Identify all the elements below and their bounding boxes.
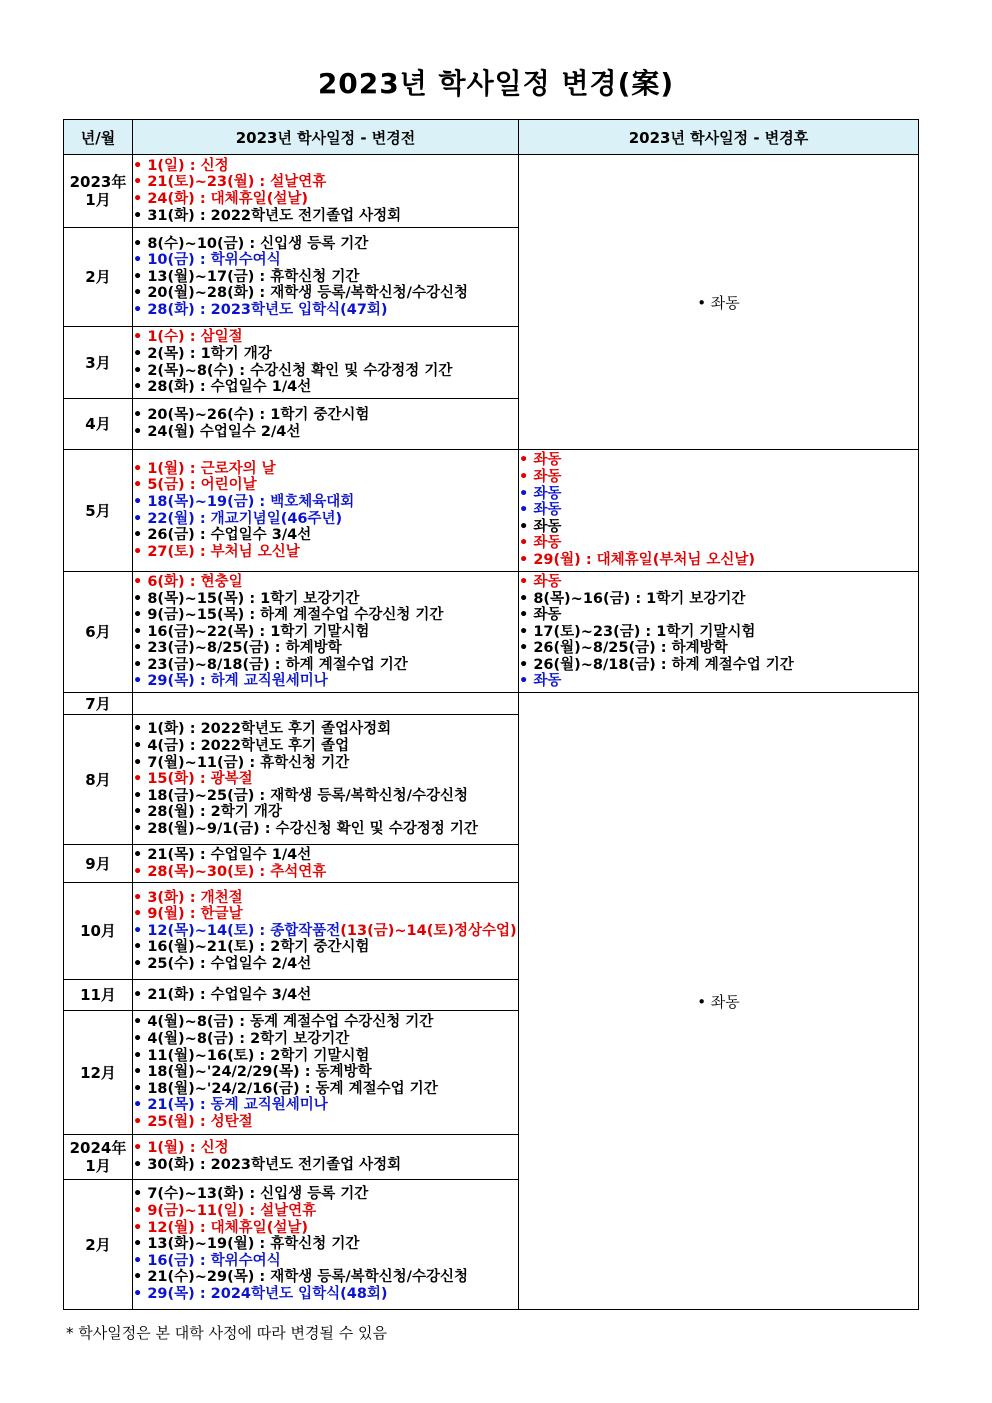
event-item xyxy=(133,208,518,225)
event-text: 27(토) : 부처님 오신날 xyxy=(147,543,300,560)
events-before xyxy=(133,845,519,883)
event-item xyxy=(133,477,518,494)
event-text: 16(금)~22(목) : 1학기 기말시험 xyxy=(147,623,370,640)
event-text: 좌동 xyxy=(533,502,562,519)
events-before xyxy=(133,327,519,399)
event-item xyxy=(133,1203,518,1220)
event-item xyxy=(133,236,518,253)
event-item xyxy=(133,1031,518,1048)
month-cell xyxy=(64,715,133,845)
event-text: 좌동 xyxy=(533,452,562,469)
event-text: 26(월)~8/18(금) : 하계 계절수업 기간 xyxy=(533,656,794,673)
month-label: 2023年 xyxy=(69,173,127,191)
month-cell xyxy=(64,327,133,399)
event-item xyxy=(133,640,518,657)
event-text: 7(수)~13(화) : 신입생 등록 기간 xyxy=(147,1186,369,1203)
event-text: 3(화) : 개천절 xyxy=(147,889,243,906)
event-text: 1(일) : 신정 xyxy=(147,157,229,174)
event-item xyxy=(519,535,918,552)
event-text: 2(목)~8(수) : 수강신청 확인 및 수강정정 기간 xyxy=(147,362,453,379)
event-item xyxy=(133,890,518,907)
month-label: 2月 xyxy=(85,268,111,286)
event-item xyxy=(133,673,518,690)
event-text: 좌동 xyxy=(533,518,562,535)
events-before xyxy=(133,228,519,327)
event-text: 4(월)~8(금) : 2학기 보강기간 xyxy=(147,1031,350,1048)
month-label: 1月 xyxy=(85,191,111,209)
event-item xyxy=(133,1140,518,1157)
event-text: 24(월) 수업일수 2/4선 xyxy=(147,424,301,440)
event-text: 26(월)~8/25(금) : 하계방학 xyxy=(533,640,728,657)
header-row xyxy=(64,120,919,155)
event-text: 5(금) : 어린이날 xyxy=(147,477,257,494)
event-item xyxy=(133,923,518,940)
event-text: 좌동 xyxy=(533,485,562,502)
month-label: 9月 xyxy=(85,854,111,873)
event-item xyxy=(133,864,518,881)
event-text: 10(금) : 학위수여식 xyxy=(147,252,281,269)
event-text: 25(수) : 수업일수 2/4선 xyxy=(147,955,312,972)
event-item xyxy=(133,788,518,805)
event-item xyxy=(133,329,518,346)
event-item xyxy=(133,174,518,191)
event-text: 18(월)~'24/2/16(금) : 동계 계절수업 기간 xyxy=(147,1080,438,1097)
event-item xyxy=(133,1186,518,1203)
event-item xyxy=(133,1014,518,1031)
event-text: 21(목) : 동계 교직원세미나 xyxy=(147,1097,328,1114)
event-item xyxy=(133,804,518,821)
event-text: 좌동 xyxy=(533,535,562,552)
events-before xyxy=(133,155,519,228)
event-text: 13(화)~19(월) : 휴학신청 기간 xyxy=(147,1236,360,1253)
event-item xyxy=(519,486,918,503)
event-item xyxy=(133,624,518,641)
event-text: 15(화) : 광복절 xyxy=(147,771,253,788)
event-item xyxy=(133,1269,518,1286)
event-text: 21(수)~29(목) : 재학생 등록/복학신청/수강신청 xyxy=(147,1269,468,1286)
event-item xyxy=(133,956,518,973)
event-item xyxy=(133,939,518,956)
event-item xyxy=(133,1048,518,1065)
events-before xyxy=(133,1011,519,1135)
event-text: 26(금) : 수업일수 3/4선 xyxy=(147,527,312,544)
events-before xyxy=(133,693,519,715)
events-before xyxy=(133,572,519,693)
event-text: 1(월) : 근로자의 날 xyxy=(147,460,276,477)
event-text: 23(금)~8/25(금) : 하계방학 xyxy=(147,640,342,657)
event-item xyxy=(133,755,518,772)
event-item xyxy=(519,591,918,608)
row-2023-05 xyxy=(64,450,919,572)
month-cell xyxy=(64,228,133,327)
events-before xyxy=(133,1180,519,1310)
header-before: 2023년 학사일정 - 변경전 xyxy=(133,120,519,155)
event-text: 13(월)~17(금) : 휴학신청 기간 xyxy=(147,268,360,285)
event-text: 28(화) : 수업일수 1/4선 xyxy=(147,379,312,396)
month-cell xyxy=(64,845,133,883)
month-label: 5月 xyxy=(85,501,111,520)
event-text: 18(금)~25(금) : 재학생 등록/복학신청/수강신청 xyxy=(147,787,468,804)
event-text: 좌동 xyxy=(533,573,562,590)
event-text: 12(월) : 대체휴일(설날) xyxy=(147,1219,308,1236)
events-before xyxy=(133,450,519,572)
event-item xyxy=(133,158,518,175)
event-item xyxy=(133,738,518,755)
event-text: 1(수) : 삼일절 xyxy=(147,329,243,346)
event-item xyxy=(133,544,518,561)
month-cell xyxy=(64,399,133,450)
event-item xyxy=(133,407,518,424)
header-month: 년/월 xyxy=(64,120,133,155)
event-item xyxy=(133,607,518,624)
event-item xyxy=(133,424,518,441)
row-2023-01 xyxy=(64,155,919,228)
events-before xyxy=(133,1135,519,1180)
event-text: 20(목)~26(수) : 1학기 중간시험 xyxy=(147,407,370,424)
events-after xyxy=(519,572,919,693)
month-cell xyxy=(64,883,133,980)
event-text: 23(금)~8/18(금) : 하계 계절수업 기간 xyxy=(147,656,408,673)
month-cell xyxy=(64,155,133,228)
event-text: 좌동 xyxy=(533,673,562,690)
month-cell xyxy=(64,572,133,693)
event-text: 29(목) : 하계 교직원세미나 xyxy=(147,673,328,690)
event-text: 17(토)~23(금) : 1학기 기말시험 xyxy=(533,623,756,640)
event-item xyxy=(133,591,518,608)
event-item xyxy=(133,771,518,788)
event-text: 6(화) : 현충일 xyxy=(147,573,243,590)
event-item xyxy=(133,1114,518,1131)
event-text: 30(화) : 2023학년도 전기졸업 사정회 xyxy=(147,1157,402,1173)
month-cell xyxy=(64,693,133,715)
event-item xyxy=(133,721,518,738)
event-text: 11(월)~16(토) : 2학기 기말시험 xyxy=(147,1047,370,1064)
event-text: 좌동 xyxy=(533,607,562,624)
event-text: 좌동 xyxy=(533,469,562,486)
event-text: 16(금) : 학위수여식 xyxy=(147,1252,281,1269)
event-text: 2(목) : 1학기 개강 xyxy=(147,345,272,362)
event-item xyxy=(519,469,918,486)
month-label: 1月 xyxy=(85,1157,111,1175)
event-text: 4(금) : 2022학년도 후기 졸업 xyxy=(147,738,350,755)
event-text: 22(월) : 개교기념일(46주년) xyxy=(147,510,343,527)
events-before xyxy=(133,980,519,1011)
event-item xyxy=(133,906,518,923)
month-label: 10月 xyxy=(80,922,116,940)
month-cell xyxy=(64,980,133,1011)
event-item xyxy=(133,1236,518,1253)
event-text: 1(월) : 신정 xyxy=(147,1140,229,1157)
month-label: 2024年 xyxy=(69,1139,127,1157)
event-item xyxy=(133,511,518,528)
event-item xyxy=(133,987,518,1004)
event-item xyxy=(133,269,518,286)
event-item xyxy=(519,502,918,519)
event-item xyxy=(519,519,918,536)
event-item xyxy=(133,1253,518,1270)
event-item xyxy=(133,461,518,478)
event-text: 20(월)~28(화) : 재학생 등록/복학신청/수강신청 xyxy=(147,285,468,302)
event-text: 8(목)~16(금) : 1학기 보강기간 xyxy=(533,590,746,607)
event-item xyxy=(133,363,518,380)
event-item xyxy=(133,1220,518,1237)
event-text: 12(목)~14(토) : 종합작품전 xyxy=(147,922,341,939)
event-item xyxy=(133,285,518,302)
event-text: 7(월)~11(금) : 휴학신청 기간 xyxy=(147,754,350,771)
event-item xyxy=(133,574,518,591)
event-item xyxy=(133,494,518,511)
month-label: 4月 xyxy=(85,415,111,433)
event-text: 8(목)~15(목) : 1학기 보강기간 xyxy=(147,590,360,607)
event-text: 21(토)~23(월) : 설날연휴 xyxy=(147,174,327,191)
event-item xyxy=(519,640,918,657)
month-cell xyxy=(64,450,133,572)
event-text: 21(화) : 수업일수 3/4선 xyxy=(147,986,312,1003)
event-text: 18(목)~19(금) : 백호체육대회 xyxy=(147,493,355,510)
event-item xyxy=(519,452,918,469)
event-item xyxy=(519,607,918,624)
event-item xyxy=(519,552,918,569)
month-cell xyxy=(64,1011,133,1135)
month-label: 6月 xyxy=(85,623,111,641)
event-item xyxy=(133,346,518,363)
event-item xyxy=(133,1064,518,1081)
event-text: 25(월) : 성탄절 xyxy=(147,1113,253,1130)
month-label: 11月 xyxy=(80,986,116,1004)
page-title: 2023년 학사일정 변경(案) xyxy=(317,67,675,100)
event-item xyxy=(133,847,518,864)
event-extra-text: (13(금)~14(토)정상수업) xyxy=(340,922,517,939)
event-item xyxy=(133,302,518,319)
event-item xyxy=(133,821,518,838)
event-item xyxy=(133,379,518,396)
event-text: 29(월) : 대체휴일(부처님 오신날) xyxy=(533,551,756,568)
event-item xyxy=(133,252,518,269)
schedule-table xyxy=(63,119,919,1310)
events-after xyxy=(519,450,919,572)
event-item xyxy=(133,1081,518,1098)
event-text: 1(화) : 2022학년도 후기 졸업사정회 xyxy=(147,721,392,738)
event-text: 29(목) : 2024학년도 입학식(48회) xyxy=(147,1285,388,1302)
event-text: 9(금)~11(일) : 설날연휴 xyxy=(147,1203,317,1220)
event-item xyxy=(133,1157,518,1174)
month-label: 2月 xyxy=(85,1235,111,1254)
month-label: 3月 xyxy=(85,353,111,372)
event-item xyxy=(133,1097,518,1114)
event-item xyxy=(519,657,918,674)
events-before xyxy=(133,715,519,845)
month-cell xyxy=(64,1180,133,1310)
row-2023-06 xyxy=(64,572,919,693)
event-text: 28(화) : 2023학년도 입학식(47회) xyxy=(147,301,388,318)
event-text: 9(월) : 한글날 xyxy=(147,906,243,923)
event-item xyxy=(519,624,918,641)
event-text: 31(화) : 2022학년도 전기졸업 사정회 xyxy=(147,207,402,224)
event-text: 28(월)~9/1(금) : 수강신청 확인 및 수강정정 기간 xyxy=(147,820,478,837)
event-item xyxy=(133,657,518,674)
header-after: 2023년 학사일정 - 변경후 xyxy=(519,120,919,155)
events-before xyxy=(133,883,519,980)
events-before xyxy=(133,399,519,450)
event-text: 18(월)~'24/2/29(목) : 동계방학 xyxy=(147,1064,372,1081)
event-item xyxy=(133,1286,518,1303)
row-2023-07 xyxy=(64,693,919,715)
event-text: 8(수)~10(금) : 신입생 등록 기간 xyxy=(147,235,369,252)
same-cell-jul-feb: • 좌동 xyxy=(519,693,919,1310)
event-text: 28(목)~30(토) : 추석연휴 xyxy=(147,863,327,880)
event-text: 24(화) : 대체휴일(설날) xyxy=(147,191,308,207)
month-label: 12月 xyxy=(80,1063,116,1082)
month-cell xyxy=(64,1135,133,1180)
event-text: 4(월)~8(금) : 동계 계절수업 수강신청 기간 xyxy=(147,1014,434,1031)
event-text: 16(월)~21(토) : 2학기 중간시험 xyxy=(147,939,370,956)
event-text: 21(목) : 수업일수 1/4선 xyxy=(147,846,312,863)
month-label: 8月 xyxy=(85,770,111,789)
footnote: * 학사일정은 본 대학 사정에 따라 변경될 수 있음 xyxy=(66,1324,387,1342)
month-label: 7月 xyxy=(85,694,111,713)
event-text: 28(월) : 2학기 개강 xyxy=(147,804,282,821)
event-item xyxy=(133,527,518,544)
event-item xyxy=(519,673,918,690)
event-item xyxy=(519,574,918,591)
event-item xyxy=(133,191,518,208)
event-text: 9(금)~15(목) : 하계 계절수업 수강신청 기간 xyxy=(147,607,444,624)
same-cell-jan-apr: • 좌동 xyxy=(519,155,919,450)
